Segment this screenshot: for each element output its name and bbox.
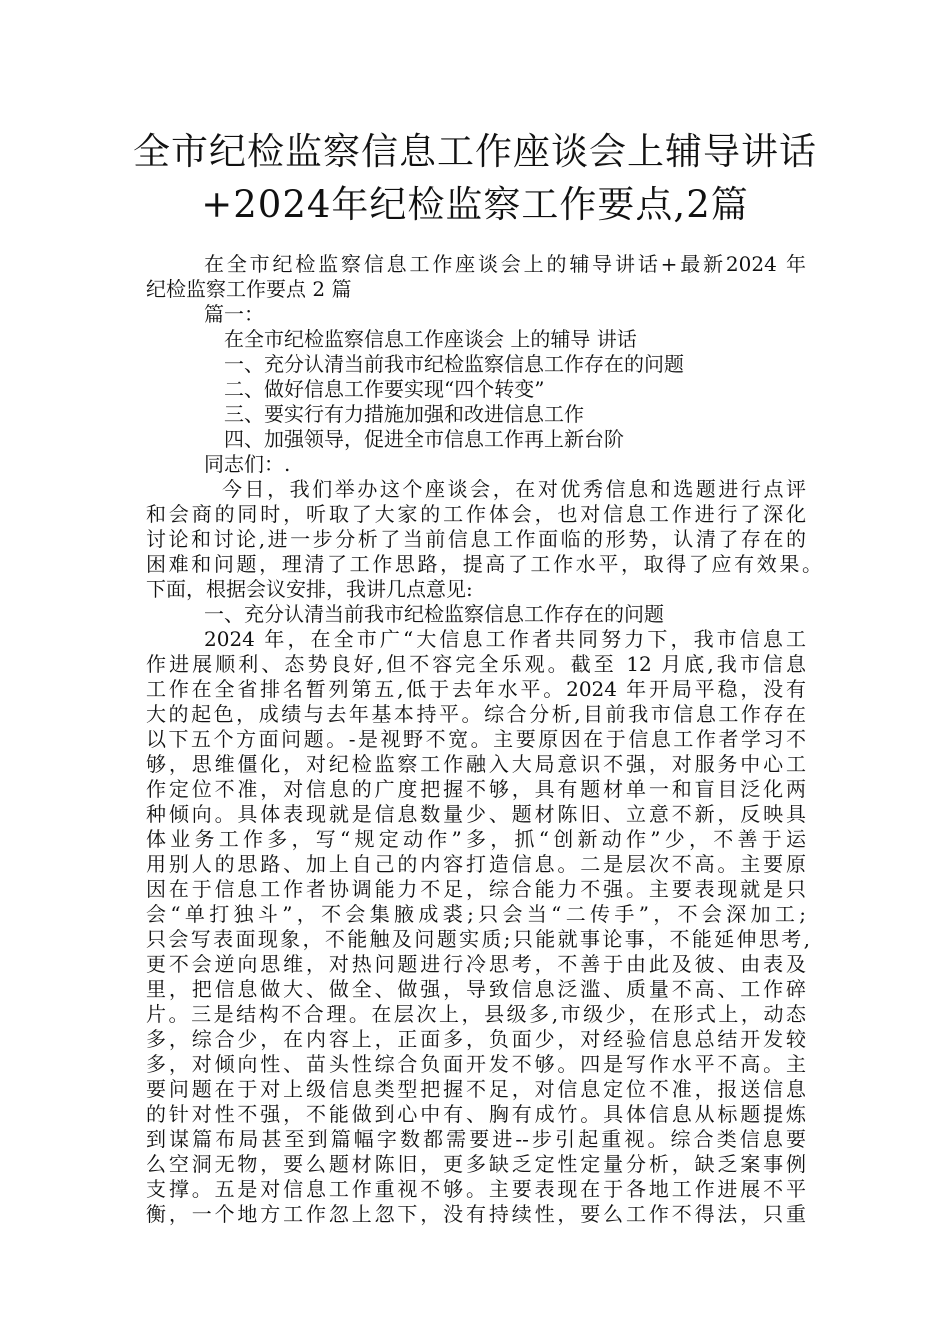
subtitle: 在全市纪检监察信息工作座谈会 上的辅导 讲话 [224,327,637,351]
para2-line-5: 以下五个方面问题。-是视野不宽。主要原因在于信息工作者学习不 [146,727,806,751]
para1-line-1: 今日，我们举办这个座谈会，在对优秀信息和选题进行点评 [222,477,806,501]
para2-line-2: 作进展顺利、态势良好,但不容完全乐观。截至 12 月底,我市信息 [146,652,806,676]
outline-item-2: 二、做好信息工作要实现“四个转变” [224,377,545,401]
para2-line-10: 用别人的思路、加上自己的内容打造信息。二是层次不高。主要原 [146,852,806,876]
outline-item-3: 三、要实行有力措施加强和改进信息工作 [224,402,584,426]
para2-line-18: 多，对倾向性、苗头性综合负面开发不够。四是写作水平不高。主 [146,1052,806,1076]
para2-line-4: 大的起色，成绩与去年基本持平。综合分析,目前我市信息工作存在 [146,702,806,726]
para2-line-19: 要问题在于对上级信息类型把握不足，对信息定位不准，报送信息 [146,1077,806,1101]
para2-line-9: 体业务工作多，写“规定动作”多，抓“创新动作”少，不善于运 [146,827,806,851]
outline-item-1: 一、充分认清当前我市纪检监察信息工作存在的问题 [224,352,684,376]
para1-line-2: 和会商的同时，听取了大家的工作体会，也对信息工作进行了深化 [146,502,806,526]
salutation: 同志们：. [204,452,291,476]
section1-heading: 一、充分认清当前我市纪检监察信息工作存在的问题 [204,602,664,626]
intro-line-1: 在全市纪检监察信息工作座谈会上的辅导讲话+最新2024 年 [204,252,806,276]
para2-line-13: 只会写表面现象，不能触及问题实质;只能就事论事，不能延伸思考, [146,927,810,951]
document-title-line-1: 全市纪检监察信息工作座谈会上辅导讲话 [133,130,817,173]
document-title-line-2: +2024年纪检监察工作要点,2篇 [201,183,749,226]
para2-line-24: 衡，一个地方工作忽上忽下，没有持续性，要么工作不得法，只重 [146,1202,806,1226]
para1-line-5: 下面，根据会议安排，我讲几点意见: [146,577,473,601]
para2-line-11: 因在于信息工作者协调能力不足，综合能力不强。主要表现就是只 [146,877,806,901]
outline-item-4: 四、加强领导，促进全市信息工作再上新台阶 [224,427,624,451]
para2-line-15: 里，把信息做大、做全、做强，导致信息泛滥、质量不高、工作碎 [146,977,806,1001]
para2-line-23: 支撑。五是对信息工作重视不够。主要表现在于各地工作进展不平 [146,1177,806,1201]
part-label: 篇一： [204,302,264,326]
para2-line-6: 够，思维僵化，对纪检监察工作融入大局意识不强，对服务中心工 [146,752,806,776]
para2-line-7: 作定位不准，对信息的广度把握不够，具有题材单一和盲目泛化两 [146,777,806,801]
para2-line-22: 么空洞无物，要么题材陈旧，更多缺乏定性定量分析，缺乏案事例 [146,1152,806,1176]
para2-line-21: 到谋篇布局甚至到篇幅字数都需要进--步引起重视。综合类信息要 [146,1127,806,1151]
intro-line-2: 纪检监察工作要点 2 篇 [146,277,352,301]
para1-line-3: 讨论和讨论,进一步分析了当前信息工作面临的形势，认清了存在的 [146,527,806,551]
para2-line-12: 会“单打独斗”，不会集腋成裘;只会当“二传手”，不会深加工; [146,902,806,926]
para2-line-20: 的针对性不强，不能做到心中有、胸有成竹。具体信息从标题提炼 [146,1102,806,1126]
para2-line-3: 工作在全省排名暂列第五,低于去年水平。2024 年开局平稳，没有 [146,677,806,701]
para2-line-8: 种倾向。具体表现就是信息数量少、题材陈旧、立意不新，反映具 [146,802,806,826]
para2-line-1: 2024 年，在全市广“大信息工作者共同努力下，我市信息工 [204,627,806,651]
para1-line-4: 困难和问题，理清了工作思路，提高了工作水平，取得了应有效果。 [146,552,822,576]
para2-line-17: 多，综合少，在内容上，正面多，负面少，对经验信息总结开发较 [146,1027,806,1051]
para2-line-14: 更不会逆向思维，对热问题进行冷思考，不善于由此及彼、由表及 [146,952,806,976]
para2-line-16: 片。三是结构不合理。在层次上，县级多,市级少，在形式上，动态 [146,1002,806,1026]
